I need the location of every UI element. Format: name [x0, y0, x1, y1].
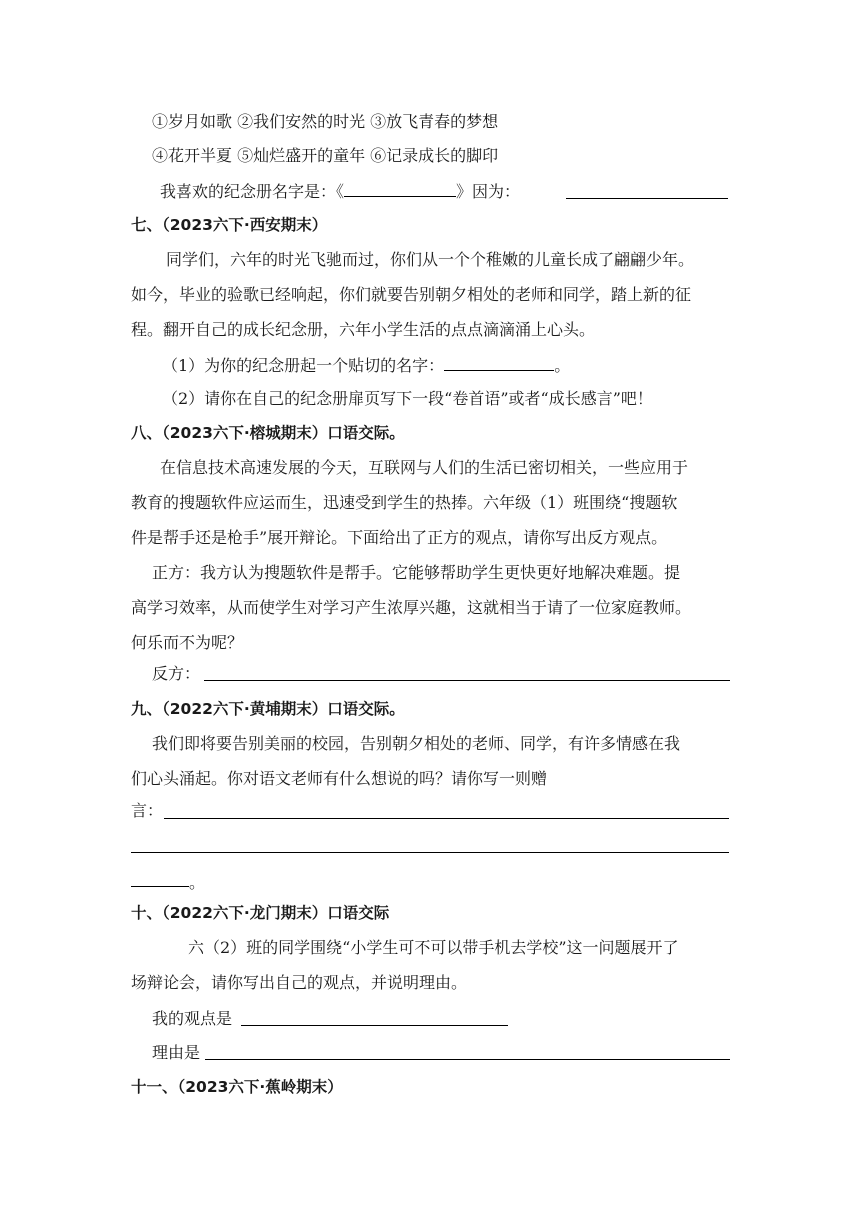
q7-sub2-prompt: （2）请你在自己的纪念册扉页写下一段“卷首语”或者“成长感言”吧！ — [162, 389, 653, 408]
q7-name-blank[interactable] — [444, 355, 554, 371]
q9-answer-blank-1[interactable] — [164, 818, 729, 819]
q8-con-label: 反方： — [152, 664, 201, 683]
q10-para-line-2: 场辩论会，请你写出自己的观点，并说明理由。 — [131, 973, 468, 992]
q9-answer-label: 言： — [131, 801, 164, 820]
q8-para-line-1: 在信息技术高速发展的今天，互联网与人们的生活已密切相关，一些应用于 — [160, 458, 689, 477]
q7-para-line-3: 程。翻开自己的成长纪念册，六年小学生活的点点滴滴涌上心头。 — [131, 320, 596, 339]
q6-options-row1: ①岁月如歌 ②我们安然的时光 ③放飞青春的梦想 — [152, 112, 499, 131]
q7-heading: 七、（2023六下·西安期末） — [131, 216, 328, 234]
q7-para-line-2: 如今，毕业的验歌已经响起，你们就要告别朝夕相处的老师和同学，踏上新的征 — [131, 285, 692, 304]
q8-heading: 八、（2023六下·榕城期末）口语交际。 — [131, 424, 405, 442]
q9-heading: 九、（2022六下·黄埔期末）口语交际。 — [131, 700, 405, 718]
q7-sub1-prompt: （1）为你的纪念册起一个贴切的名字： — [162, 356, 445, 375]
q8-pro-line-1: 正方：我方认为搜题软件是帮手。它能够帮助学生更快更好地解决难题。提 — [152, 563, 681, 582]
q7-para-line-1: 同学们，六年的时光飞驰而过，你们从一个个稚嫩的儿童长成了翩翩少年。 — [166, 250, 695, 269]
q6-reason-blank[interactable] — [566, 198, 728, 199]
q6-favorite-line — [160, 181, 520, 202]
q10-reason-blank[interactable] — [205, 1059, 730, 1060]
q9-answer-blank-2[interactable] — [131, 852, 729, 853]
q6-because-label: 》因为： — [456, 182, 521, 201]
q9-para-line-1: 我们即将要告别美丽的校园，告别朝夕相处的老师、同学，有许多情感在我 — [152, 734, 681, 753]
q11-heading: 十一、（2023六下·蕉岭期末） — [131, 1078, 343, 1096]
q10-para-line-1: 六（2）班的同学围绕“小学生可不可以带手机去学校”这一问题展开了 — [188, 938, 679, 957]
q10-reason-label: 理由是 — [152, 1043, 201, 1062]
q10-view-label: 我的观点是 — [152, 1009, 233, 1028]
q6-name-blank[interactable] — [344, 181, 456, 197]
q8-para-line-3: 件是帮手还是枪手”展开辩论。下面给出了正方的观点，请你写出反方观点。 — [131, 528, 668, 547]
q9-para-line-2: 们心头涌起。你对语文老师有什么想说的吗？请你写一则赠 — [131, 769, 548, 788]
q10-heading: 十、（2022六下·龙门期末）口语交际 — [131, 904, 390, 922]
q9-answer-end: 。 — [189, 873, 206, 892]
q8-con-blank[interactable] — [204, 680, 730, 681]
q7-sub1-end: 。 — [554, 356, 571, 375]
q6-favorite-prefix: 我喜欢的纪念册名字是：《 — [160, 182, 345, 201]
q7-sub1-line — [162, 355, 570, 376]
q6-options-row2: ④花开半夏 ⑤灿烂盛开的童年 ⑥记录成长的脚印 — [152, 146, 499, 165]
q8-para-line-2: 教育的搜题软件应运而生，迅速受到学生的热捧。六年级（1）班围绕“搜题软 — [131, 493, 678, 512]
q8-pro-line-2: 高学习效率，从而使学生对学习产生浓厚兴趣，这就相当于请了一位家庭教师。 — [131, 598, 692, 617]
q10-view-blank[interactable] — [241, 1025, 508, 1026]
q8-pro-line-3: 何乐而不为呢？ — [131, 633, 244, 652]
q9-answer-blank-3[interactable] — [131, 886, 189, 887]
